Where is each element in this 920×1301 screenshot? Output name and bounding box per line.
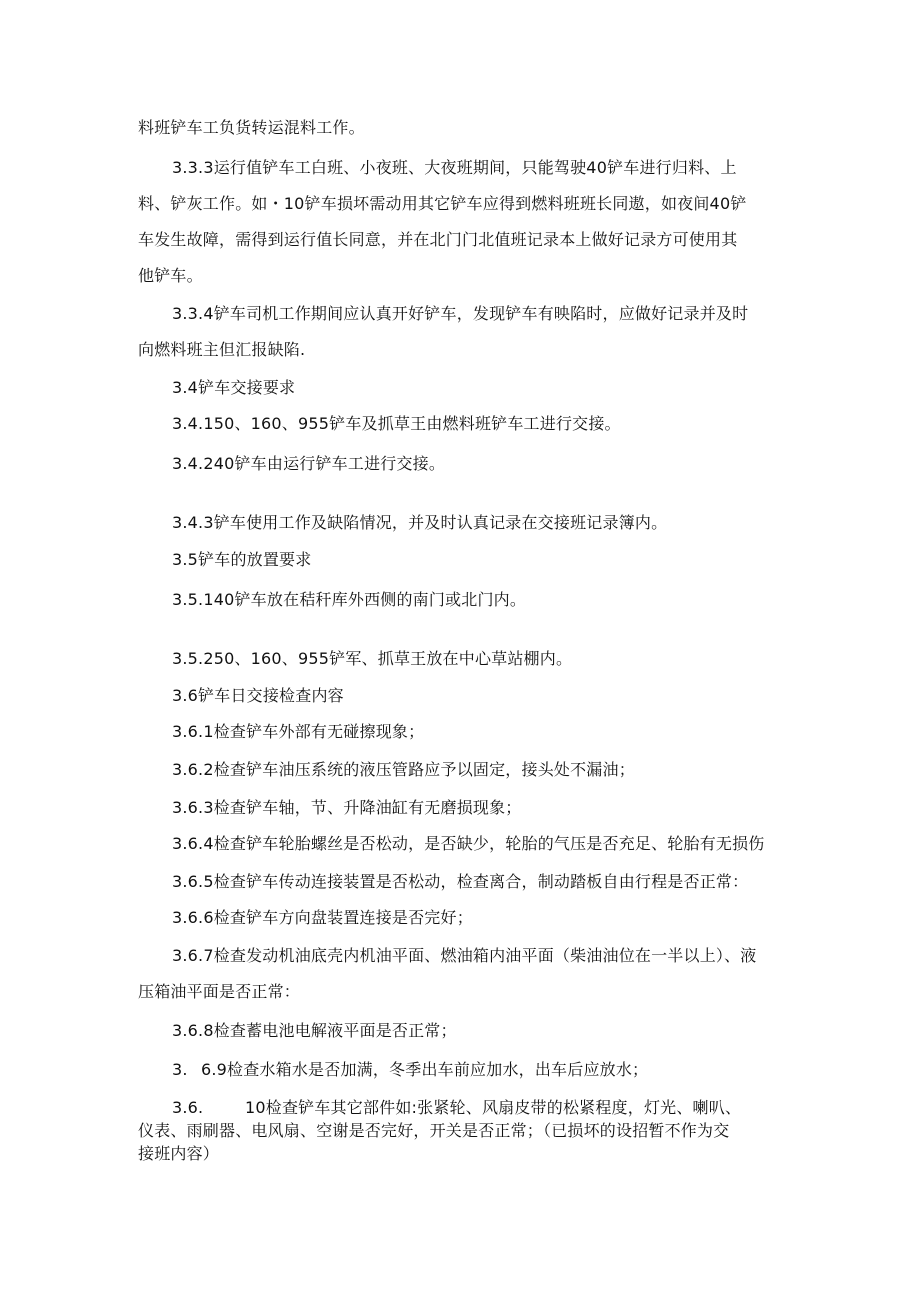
paragraph-3-6-9-number: 3. (172, 1060, 188, 1079)
paragraph-3-6-2: 3.6.2检查铲车油压系统的液压管路应予以固定，接头处不漏油； (172, 760, 635, 779)
paragraph-3-6-8: 3.6.8检查蓄电池电解液平面是否正常； (172, 1021, 457, 1040)
text-line: 向燃料班主但汇报缺陷. (138, 340, 306, 359)
paragraph-3-5-2: 3.5.250、160、955铲军、抓草王放在中心草站棚内。 (172, 649, 573, 668)
heading-3-5: 3.5铲车的放置要求 (172, 550, 312, 569)
paragraph-3-6-6: 3.6.6检查铲车方向盘装置连接是否完好； (172, 908, 473, 927)
paragraph-3-6-7: 3.6.7检查发动机油底壳内机油平面、燃油箱内油平面（柴油油位在一半以上）、液 (172, 946, 757, 965)
text-line: 仪表、雨刷器、电风扇、空谢是否完好，开关是否正常；（已损坏的设招暂不作为交 (138, 1121, 730, 1140)
text-line: 接班内容） (138, 1144, 220, 1163)
text-line: 他铲车。 (138, 266, 203, 285)
paragraph-3-3-4: 3.3.4铲车司机工作期间应认真开好铲车，发现铲车有映陷时，应做好记录并及时 (172, 304, 749, 323)
paragraph-3-6-3: 3.6.3检查铲车轴，节、升降油缸有无磨损现象； (172, 798, 522, 817)
paragraph-3-6-4: 3.6.4检查铲车轮胎螺丝是否松动，是否缺少，轮胎的气压是否充足、轮胎有无损伤 (172, 834, 765, 853)
text-line: 车发生故障，需得到运行值长同意，并在北门门北值班记录本上做好记录方可使用其 (138, 230, 738, 249)
paragraph-3-6-1: 3.6.1检查铲车外部有无碰擦现象； (172, 722, 425, 741)
paragraph-3-3-3: 3.3.3运行值铲车工白班、小夜班、大夜班期间，只能驾驶40铲车进行归料、上 (172, 158, 737, 177)
paragraph-3-4-2: 3.4.240铲车由运行铲车工进行交接。 (172, 454, 446, 473)
text-line: 料班铲车工负货转运混料工作。 (138, 118, 365, 137)
paragraph-3-6-9: 6.9检查水箱水是否加满，冬季出车前应加水，出车后应放水； (201, 1060, 649, 1079)
paragraph-3-6-10-number: 3.6. (172, 1098, 204, 1117)
paragraph-3-5-1: 3.5.140铲车放在秸秆库外西侧的南门或北门内。 (172, 590, 527, 609)
paragraph-3-6-10: 10检查铲车其它部件如:张紧轮、风扇皮带的松紧程度，灯光、喇叭、 (245, 1098, 742, 1117)
paragraph-3-4-3: 3.4.3铲车使用工作及缺陷情况，并及时认真记录在交接班记录簿内。 (172, 513, 668, 532)
text-line: 料、铲灰工作。如・10铲车损坏需动用其它铲车应得到燃料班班长同遨，如夜间40铲 (138, 194, 747, 213)
heading-3-6: 3.6铲车日交接检查内容 (172, 686, 344, 705)
text-line: 压箱油平面是否正常： (138, 982, 301, 1001)
paragraph-3-6-5: 3.6.5检查铲车传动连接装置是否松动，检查离合，制动踏板自由行程是否正常： (172, 872, 749, 891)
heading-3-4: 3.4铲车交接要求 (172, 378, 296, 397)
paragraph-3-4-1: 3.4.150、160、955铲车及抓草王由燃料班铲车工进行交接。 (172, 414, 621, 433)
